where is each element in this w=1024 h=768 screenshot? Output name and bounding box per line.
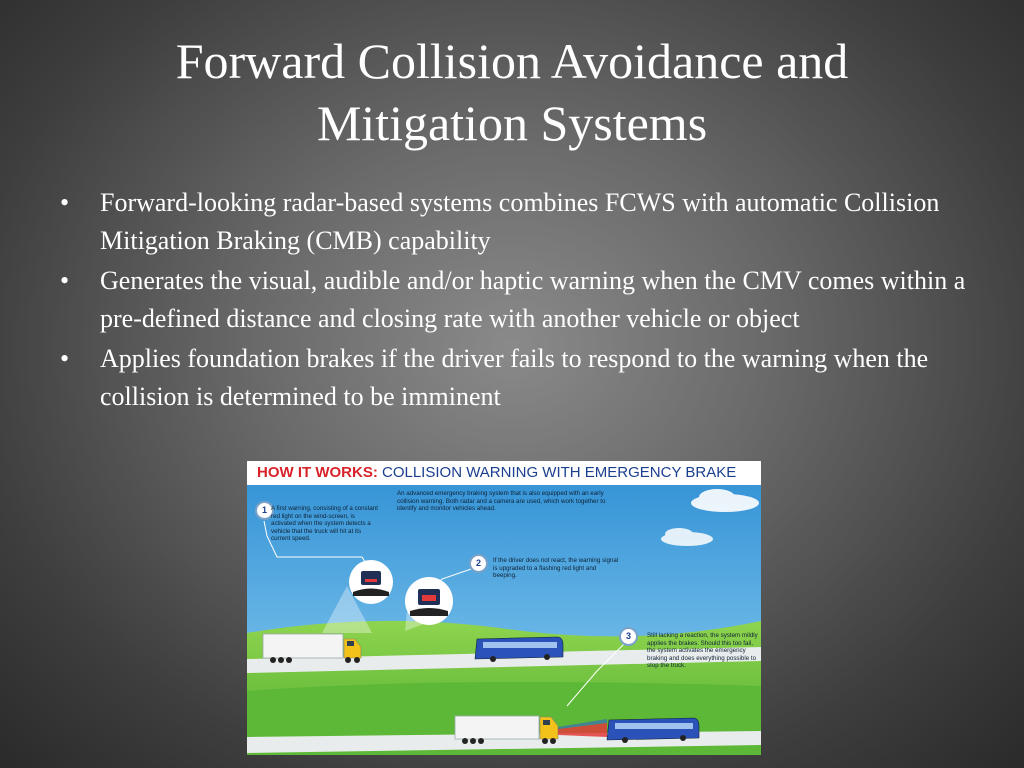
step-text: If the driver does not react, the warning signal is upgraded to a flashing red light and beeping. bbox=[493, 557, 619, 580]
bullet-dot: • bbox=[60, 266, 70, 295]
heading-text: COLLISION WARNING WITH EMERGENCY BRAKE bbox=[382, 464, 737, 481]
bullet-dot: • bbox=[60, 188, 70, 217]
step-text: Still lacking a reaction, the system mildly applies the brakes. Should this too fail, the system activates the emergency braking and does everything possible to stop the truck. bbox=[647, 632, 758, 670]
step-text: A first warning, consisting of a constant red light on the wind-screen, is activated when the system detects a vehicle that the truck will hit at its current speed. bbox=[271, 505, 378, 543]
bullet-text: Generates the visual, audible and/or haptic warning when the CMV comes within a pre-defined distance and closing rate with another vehicle or object bbox=[100, 266, 966, 333]
step-number-badge: 1 bbox=[255, 501, 274, 520]
infographic-heading bbox=[247, 461, 761, 485]
intro-text: An advanced emergency braking system that is also equipped with an early collision warning. Both radar and a camera are used, which work together to identify and monitor vehicles ahead. bbox=[397, 490, 606, 513]
bullet-item bbox=[58, 184, 978, 260]
title-line-1: Forward Collision Avoidance and bbox=[175, 33, 849, 89]
bullet-text: Forward-looking radar-based systems combines FCWS with automatic Collision Mitigation Braking (CMB) capability bbox=[100, 188, 940, 255]
bullet-dot: • bbox=[60, 344, 70, 373]
bullet-text: Applies foundation brakes if the driver fails to respond to the warning when the collision is determined to be imminent bbox=[100, 344, 929, 411]
heading-label: HOW IT WORKS: bbox=[257, 464, 378, 481]
bullet-item bbox=[58, 340, 978, 416]
step-number-badge: 3 bbox=[619, 627, 638, 646]
collision-warning-infographic bbox=[247, 461, 761, 755]
slide-title bbox=[60, 30, 964, 154]
bullet-item bbox=[58, 262, 978, 338]
step-number-badge: 2 bbox=[469, 554, 488, 573]
title-line-2: Mitigation Systems bbox=[316, 95, 708, 151]
bullet-list bbox=[58, 184, 978, 418]
bus-icon bbox=[607, 718, 699, 743]
